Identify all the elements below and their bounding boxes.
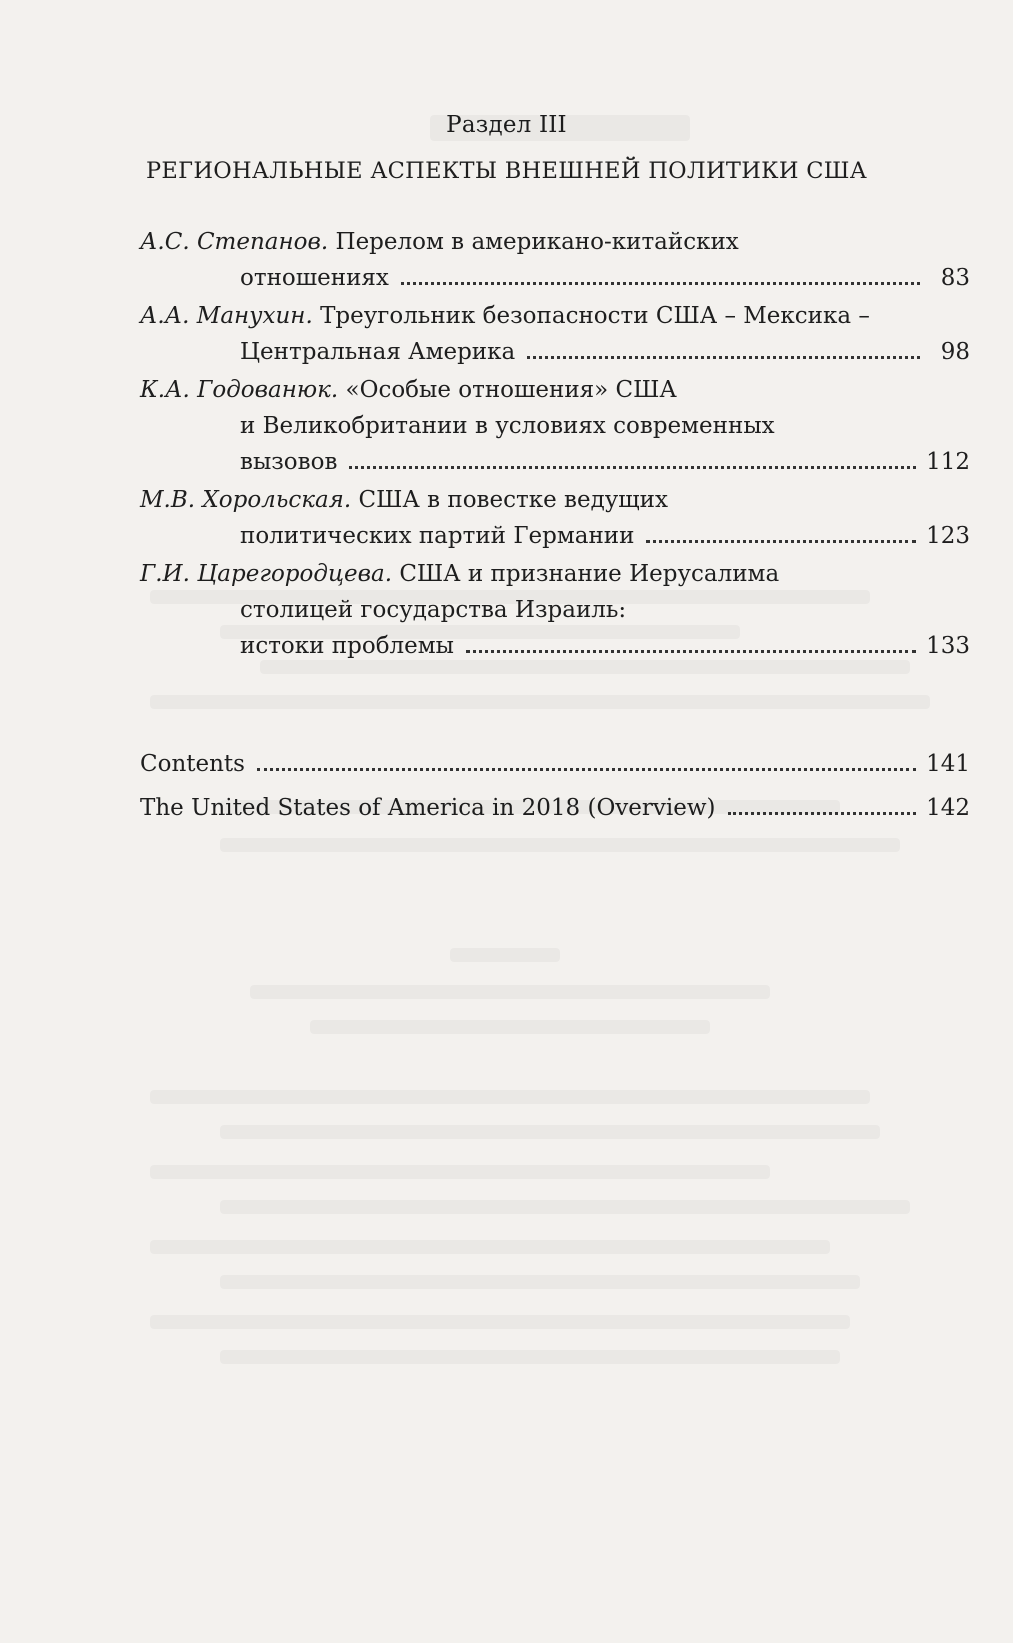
toc-entry: [140, 556, 970, 664]
toc-entry-title: Треугольник безопасности США – Мексика –: [320, 303, 870, 329]
toc-entry: [140, 482, 970, 554]
toc-entry-author: А.А. Манухин.: [140, 303, 313, 329]
toc-entry-last-line: [140, 628, 970, 664]
toc-entry: [140, 298, 970, 370]
toc-extra-page: 141: [926, 751, 970, 777]
toc-entry-title: Перелом в американо-китайских: [335, 229, 739, 255]
toc-entry-author: М.В. Хорольская.: [140, 487, 352, 513]
toc-entry-page: 112: [926, 449, 970, 475]
toc-entry-title: США в повестке ведущих: [358, 487, 668, 513]
toc-extra-title: The United States of America in 2018 (Overview): [140, 795, 716, 821]
toc-entry-first-line: [140, 482, 970, 518]
dot-leader: [257, 768, 916, 771]
toc-entry-title-end: Центральная Америка: [240, 339, 516, 365]
toc-entry-first-line: [140, 298, 970, 334]
section-title: РЕГИОНАЛЬНЫЕ АСПЕКТЫ ВНЕШНЕЙ ПОЛИТИКИ США: [145, 158, 868, 184]
toc-entry-last-line: [140, 260, 970, 296]
toc-entry-author: К.А. Годованюк.: [140, 377, 339, 403]
dot-leader: [401, 282, 920, 285]
toc-entry-title: «Особые отношения» США: [345, 377, 677, 403]
dot-leader: [349, 466, 916, 469]
toc-entry-title-end: истоки проблемы: [240, 633, 454, 659]
toc-entry-first-line: [140, 224, 970, 260]
toc-extra-entry: [140, 742, 970, 786]
toc-entry-title-end: отношениях: [240, 265, 389, 291]
toc-entry-page: 123: [926, 523, 970, 549]
dot-leader: [646, 540, 916, 543]
toc-entry-last-line: [140, 334, 970, 370]
toc-extra-entry: [140, 786, 970, 830]
toc-entry-title-end: политических партий Германии: [240, 523, 635, 549]
toc-entry-page: 133: [926, 633, 970, 659]
section-label: Раздел III: [446, 112, 567, 138]
toc-entry: [140, 224, 970, 296]
toc-entry-author: А.С. Степанов.: [140, 229, 329, 255]
toc-entry-first-line: [140, 556, 970, 592]
toc-entry-middle-line: и Великобритании в условиях современных: [240, 413, 775, 439]
toc-entry-last-line: [140, 444, 970, 480]
dot-leader: [527, 356, 920, 359]
toc-entry-title: США и признание Иерусалима: [399, 561, 780, 587]
toc-entry-page: 83: [940, 265, 970, 291]
toc-entry-middle-line: столицей государства Израиль:: [240, 597, 627, 623]
toc-extras: [140, 742, 970, 830]
toc-entry-first-line: [140, 372, 970, 408]
dot-leader: [466, 650, 916, 653]
toc-extra-title: Contents: [140, 751, 245, 777]
toc-entry: [140, 372, 970, 480]
toc-entry-title-end: вызовов: [240, 449, 338, 475]
toc-entry-page: 98: [940, 339, 970, 365]
toc-entry-last-line: [140, 518, 970, 554]
dot-leader: [728, 812, 917, 815]
toc-extra-page: 142: [926, 795, 970, 821]
table-of-contents: [140, 224, 970, 664]
toc-entry-author: Г.И. Царегородцева.: [140, 561, 393, 587]
